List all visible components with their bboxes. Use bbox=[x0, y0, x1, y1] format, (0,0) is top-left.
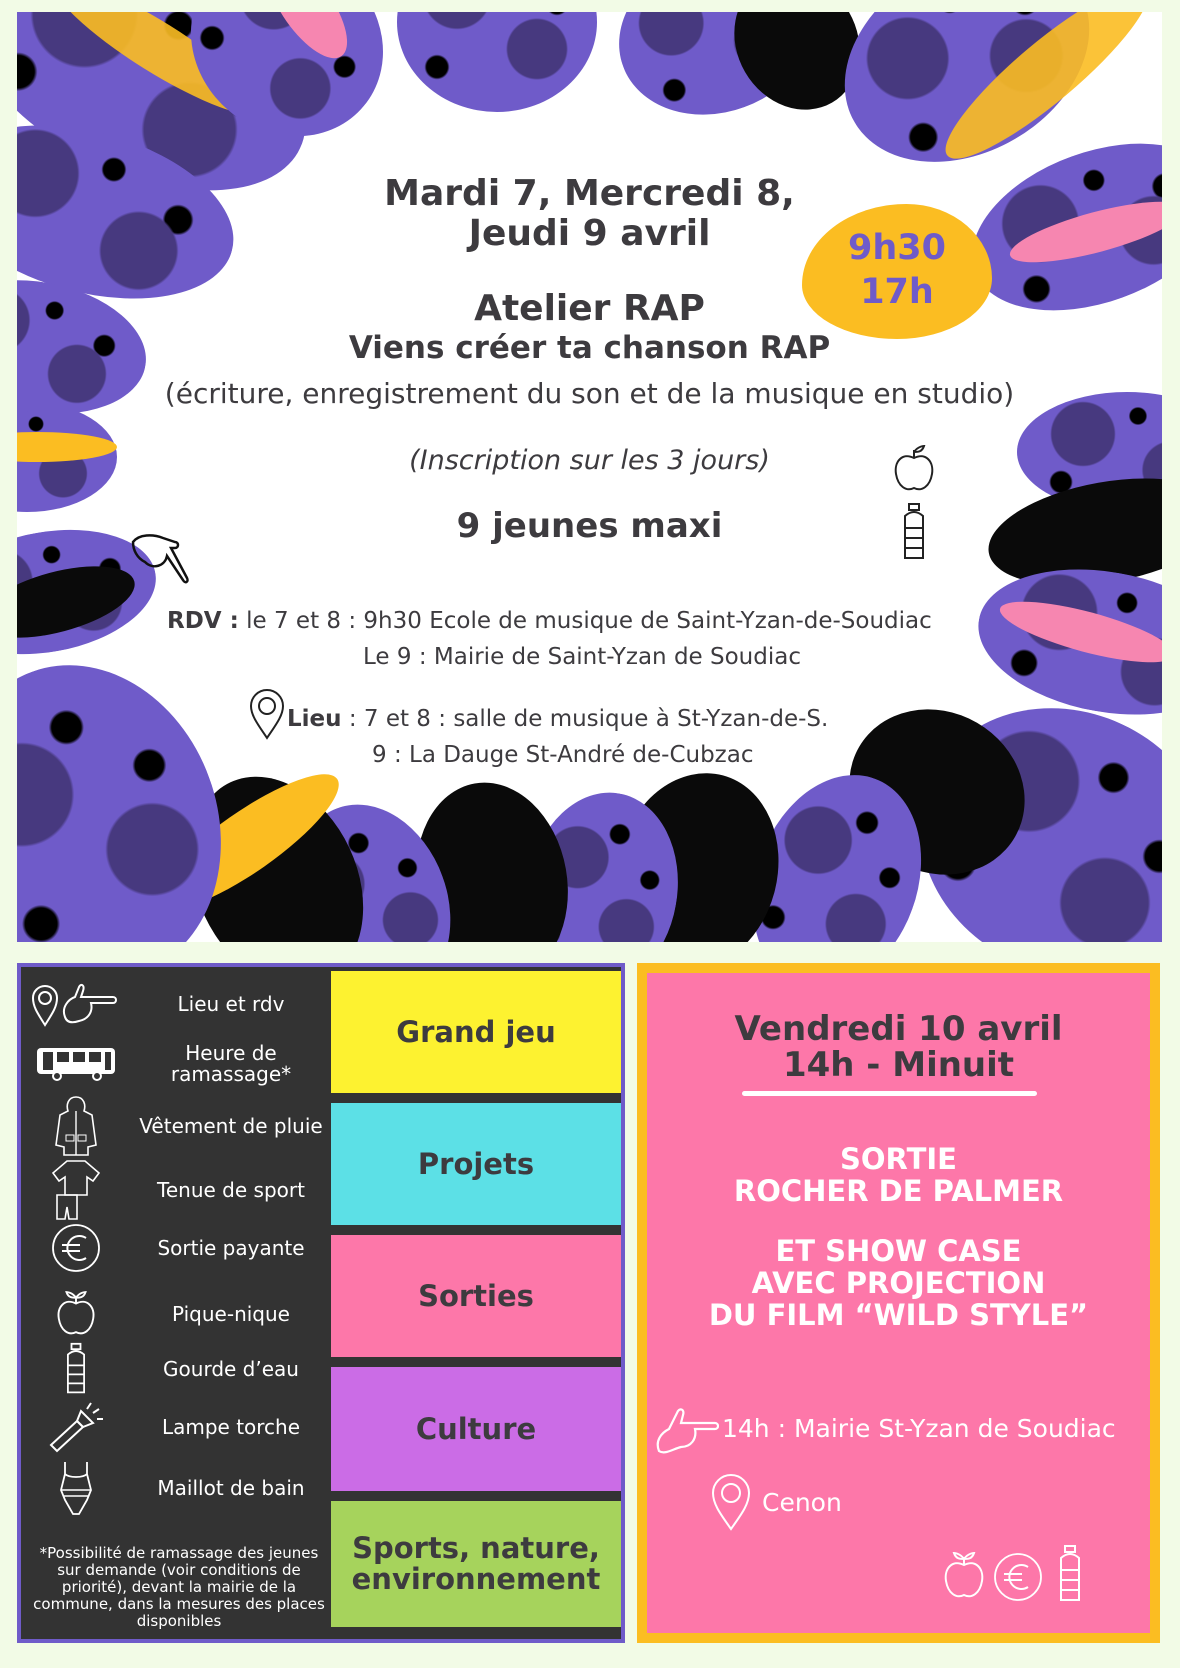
rdv-text: le 7 et 8 : 9h30 Ecole de musique de Saint-Yzan-de-Soudiac bbox=[246, 608, 932, 634]
event-date-line: Vendredi 10 avril bbox=[734, 1009, 1063, 1049]
swimsuit-icon bbox=[21, 1460, 131, 1516]
event-rdv: 14h : Mairie St-Yzan de Soudiac bbox=[722, 1414, 1116, 1443]
heading-line: DU FILM “WILD STYLE” bbox=[708, 1298, 1089, 1332]
apple-icon bbox=[942, 1551, 986, 1601]
bus-icon bbox=[21, 1046, 131, 1082]
legend-panel bbox=[17, 963, 625, 1643]
legend-label: Pique-nique bbox=[172, 1301, 290, 1326]
legend-item-picnic bbox=[21, 1285, 331, 1343]
time-end: 17h bbox=[860, 272, 934, 312]
rdv-line-2: Le 9 : Mairie de Saint-Yzan de Soudiac bbox=[363, 644, 801, 670]
legend-body bbox=[21, 967, 621, 1639]
category-grand-jeu: Grand jeu bbox=[331, 971, 621, 1093]
water-bottle-icon bbox=[21, 1342, 131, 1396]
event-body bbox=[647, 973, 1150, 1633]
lieu-line-1 bbox=[287, 706, 828, 732]
water-bottle-icon bbox=[1055, 1543, 1085, 1605]
legend-item-torch bbox=[21, 1398, 331, 1456]
pin-and-hand-icon bbox=[21, 981, 131, 1027]
sportswear-icon bbox=[21, 1159, 131, 1221]
raincoat-icon bbox=[21, 1095, 131, 1157]
legend-item-bus bbox=[21, 1035, 331, 1093]
pointing-hand-icon bbox=[129, 532, 195, 584]
event-date bbox=[647, 1011, 1150, 1083]
workshop-content bbox=[17, 12, 1162, 942]
category-sorties: Sorties bbox=[331, 1235, 621, 1357]
divider bbox=[742, 1091, 1037, 1096]
workshop-inscription: (Inscription sur les 3 jours) bbox=[409, 445, 770, 476]
legend-label: Maillot de bain bbox=[157, 1475, 305, 1500]
water-bottle-icon bbox=[899, 502, 929, 562]
category-projets: Projets bbox=[331, 1103, 621, 1225]
legend-label: Heure de ramassage* bbox=[170, 1041, 292, 1086]
legend-item-payante bbox=[21, 1219, 331, 1277]
heading-line: ET SHOW CASE bbox=[775, 1234, 1022, 1268]
euro-icon bbox=[21, 1222, 131, 1274]
event-heading-2 bbox=[647, 1235, 1150, 1331]
flashlight-icon bbox=[21, 1401, 131, 1453]
heading-line: AVEC PROJECTION bbox=[751, 1266, 1046, 1300]
event-lieu: Cenon bbox=[762, 1488, 842, 1517]
legend-label: Vêtement de pluie bbox=[139, 1113, 323, 1138]
workshop-capacity: 9 jeunes maxi bbox=[456, 506, 723, 546]
pointing-hand-icon bbox=[655, 1401, 719, 1457]
dates-line-1: Mardi 7, Mercredi 8, bbox=[384, 173, 795, 214]
workshop-description: (écriture, enregistrement du son et de la musique en studio) bbox=[164, 377, 1015, 410]
legend-label: Lampe torche bbox=[161, 1414, 301, 1439]
lieu-line-2: 9 : La Dauge St-André de-Cubzac bbox=[372, 742, 754, 768]
workshop-title: Atelier RAP bbox=[474, 288, 705, 329]
legend-label: Tenue de sport bbox=[157, 1177, 305, 1202]
map-pin-icon bbox=[249, 688, 285, 740]
euro-icon bbox=[992, 1551, 1044, 1603]
legend-label: Lieu et rdv bbox=[177, 991, 285, 1016]
event-panel bbox=[637, 963, 1160, 1643]
legend-item-raincoat bbox=[21, 1097, 331, 1155]
heading-line: SORTIE bbox=[840, 1142, 957, 1176]
legend-label: Sortie payante bbox=[157, 1235, 305, 1260]
legend-item-sport bbox=[21, 1161, 331, 1219]
time-start: 9h30 bbox=[848, 228, 946, 268]
category-culture: Culture bbox=[331, 1367, 621, 1491]
dates-line-2: Jeudi 9 avril bbox=[468, 213, 711, 254]
legend-item-water bbox=[21, 1340, 331, 1398]
legend-item-lieu bbox=[21, 975, 331, 1033]
legend-item-swimsuit bbox=[21, 1459, 331, 1517]
lieu-label: Lieu bbox=[287, 706, 342, 732]
workshop-poster bbox=[17, 12, 1162, 942]
event-hours: 14h - Minuit bbox=[782, 1045, 1015, 1085]
legend-label: Gourde d’eau bbox=[163, 1356, 299, 1381]
workshop-subtitle: Viens créer ta chanson RAP bbox=[348, 330, 831, 366]
lieu-text: : 7 et 8 : salle de musique à St-Yzan-de-S. bbox=[341, 706, 829, 732]
pickup-footnote: *Possibilité de ramassage des jeunes sur demande (voir conditions de priorité), devant la mairie de la commune, dans la mesures des places disponibles bbox=[33, 1544, 325, 1630]
map-pin-icon bbox=[711, 1473, 751, 1531]
rdv-label: RDV : bbox=[167, 608, 239, 634]
heading-line: ROCHER DE PALMER bbox=[733, 1174, 1064, 1208]
rdv-line-1 bbox=[167, 608, 932, 634]
apple-icon bbox=[21, 1290, 131, 1338]
apple-icon bbox=[892, 444, 936, 494]
category-sports: Sports, nature, environnement bbox=[331, 1501, 621, 1627]
event-heading-1 bbox=[647, 1143, 1150, 1207]
